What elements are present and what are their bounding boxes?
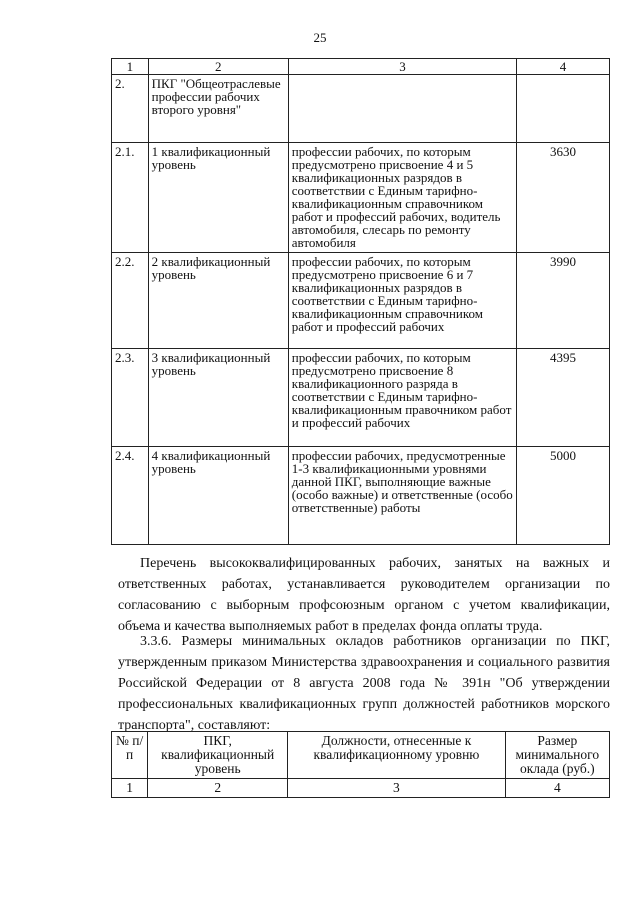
table-header-row	[112, 732, 610, 779]
header-salary: Размер минимального оклада (руб.)	[505, 732, 609, 779]
row-salary: 3630	[517, 143, 610, 253]
table-row	[112, 447, 610, 545]
table-row	[112, 349, 610, 447]
row-description: профессии рабочих, по которым предусмотрено присвоение 6 и 7 квалификационных разрядов в соответствии с Единым тарифно-квалификационным справочником работ и профессий рабочих	[288, 253, 516, 349]
row-description: профессии рабочих, по которым предусмотрено присвоение 4 и 5 квалификационных разрядов в соответствии с Единым тарифно-квалификационным справочником работ и профессий рабочих, водитель автомобиля, слесарь по ремонту автомобиля	[288, 143, 516, 253]
column-number-4: 4	[517, 59, 610, 75]
column-number-1: 1	[112, 59, 149, 75]
table-header-row	[112, 59, 610, 75]
row-description: профессии рабочих, по которым предусмотрено присвоение 8 квалификационного разряда в соответствии с Единым тарифно-квалификационным правочником работ и профессий рабочих	[288, 349, 516, 447]
table-row	[112, 75, 610, 143]
table-row	[112, 143, 610, 253]
row-group: ПКГ "Общеотраслевые профессии рабочих второго уровня"	[148, 75, 288, 143]
row-description	[288, 75, 516, 143]
row-salary: 3990	[517, 253, 610, 349]
header-positions: Должности, отнесенные к квалификационному уровню	[288, 732, 505, 779]
column-number-3: 3	[288, 779, 505, 798]
row-salary: 4395	[517, 349, 610, 447]
column-number-3: 3	[288, 59, 516, 75]
table-numbers-row	[112, 779, 610, 798]
row-group: 3 квалификационный уровень	[148, 349, 288, 447]
row-description: профессии рабочих, предусмотренные 1-3 квалификационными уровнями данной ПКГ, выполняющие важные (особо важные) и ответственные (особо ответственные) работы	[288, 447, 516, 545]
row-number: 2.	[112, 75, 149, 143]
header-number: № п/п	[112, 732, 148, 779]
row-number: 2.1.	[112, 143, 149, 253]
page-number: 25	[313, 30, 327, 45]
column-number-1: 1	[112, 779, 148, 798]
row-group: 4 квалификационный уровень	[148, 447, 288, 545]
row-salary	[517, 75, 610, 143]
row-number: 2.2.	[112, 253, 149, 349]
column-number-4: 4	[505, 779, 609, 798]
column-number-2: 2	[148, 59, 288, 75]
header-pkg: ПКГ, квалификационный уровень	[148, 732, 288, 779]
paragraph-3-3-6: 3.3.6. Размеры минимальных окладов работников организации по ПКГ, утвержденным приказом Министерства здравоохранения и социального развития Российской Федерации от 8 августа 2008 года № 391н "Об утверждении профессиональных квалификационных групп должностей работников морского транспорта", составляют:	[118, 634, 610, 733]
row-salary: 5000	[517, 447, 610, 545]
row-number: 2.3.	[112, 349, 149, 447]
column-number-2: 2	[148, 779, 288, 798]
table-row	[112, 253, 610, 349]
paragraph-workers-list: Перечень высококвалифицированных рабочих, занятых на важных и ответственных работах, устанавливается руководителем организации по согласованию с выборным профсоюзным органом с учетом квалификации, объема и качества выполняемых работ в пределах фонда оплаты труда.	[118, 556, 610, 634]
row-number: 2.4.	[112, 447, 149, 545]
row-group: 2 квалификационный уровень	[148, 253, 288, 349]
salary-table-workers	[111, 58, 610, 545]
row-group: 1 квалификационный уровень	[148, 143, 288, 253]
salary-table-maritime	[111, 731, 610, 798]
